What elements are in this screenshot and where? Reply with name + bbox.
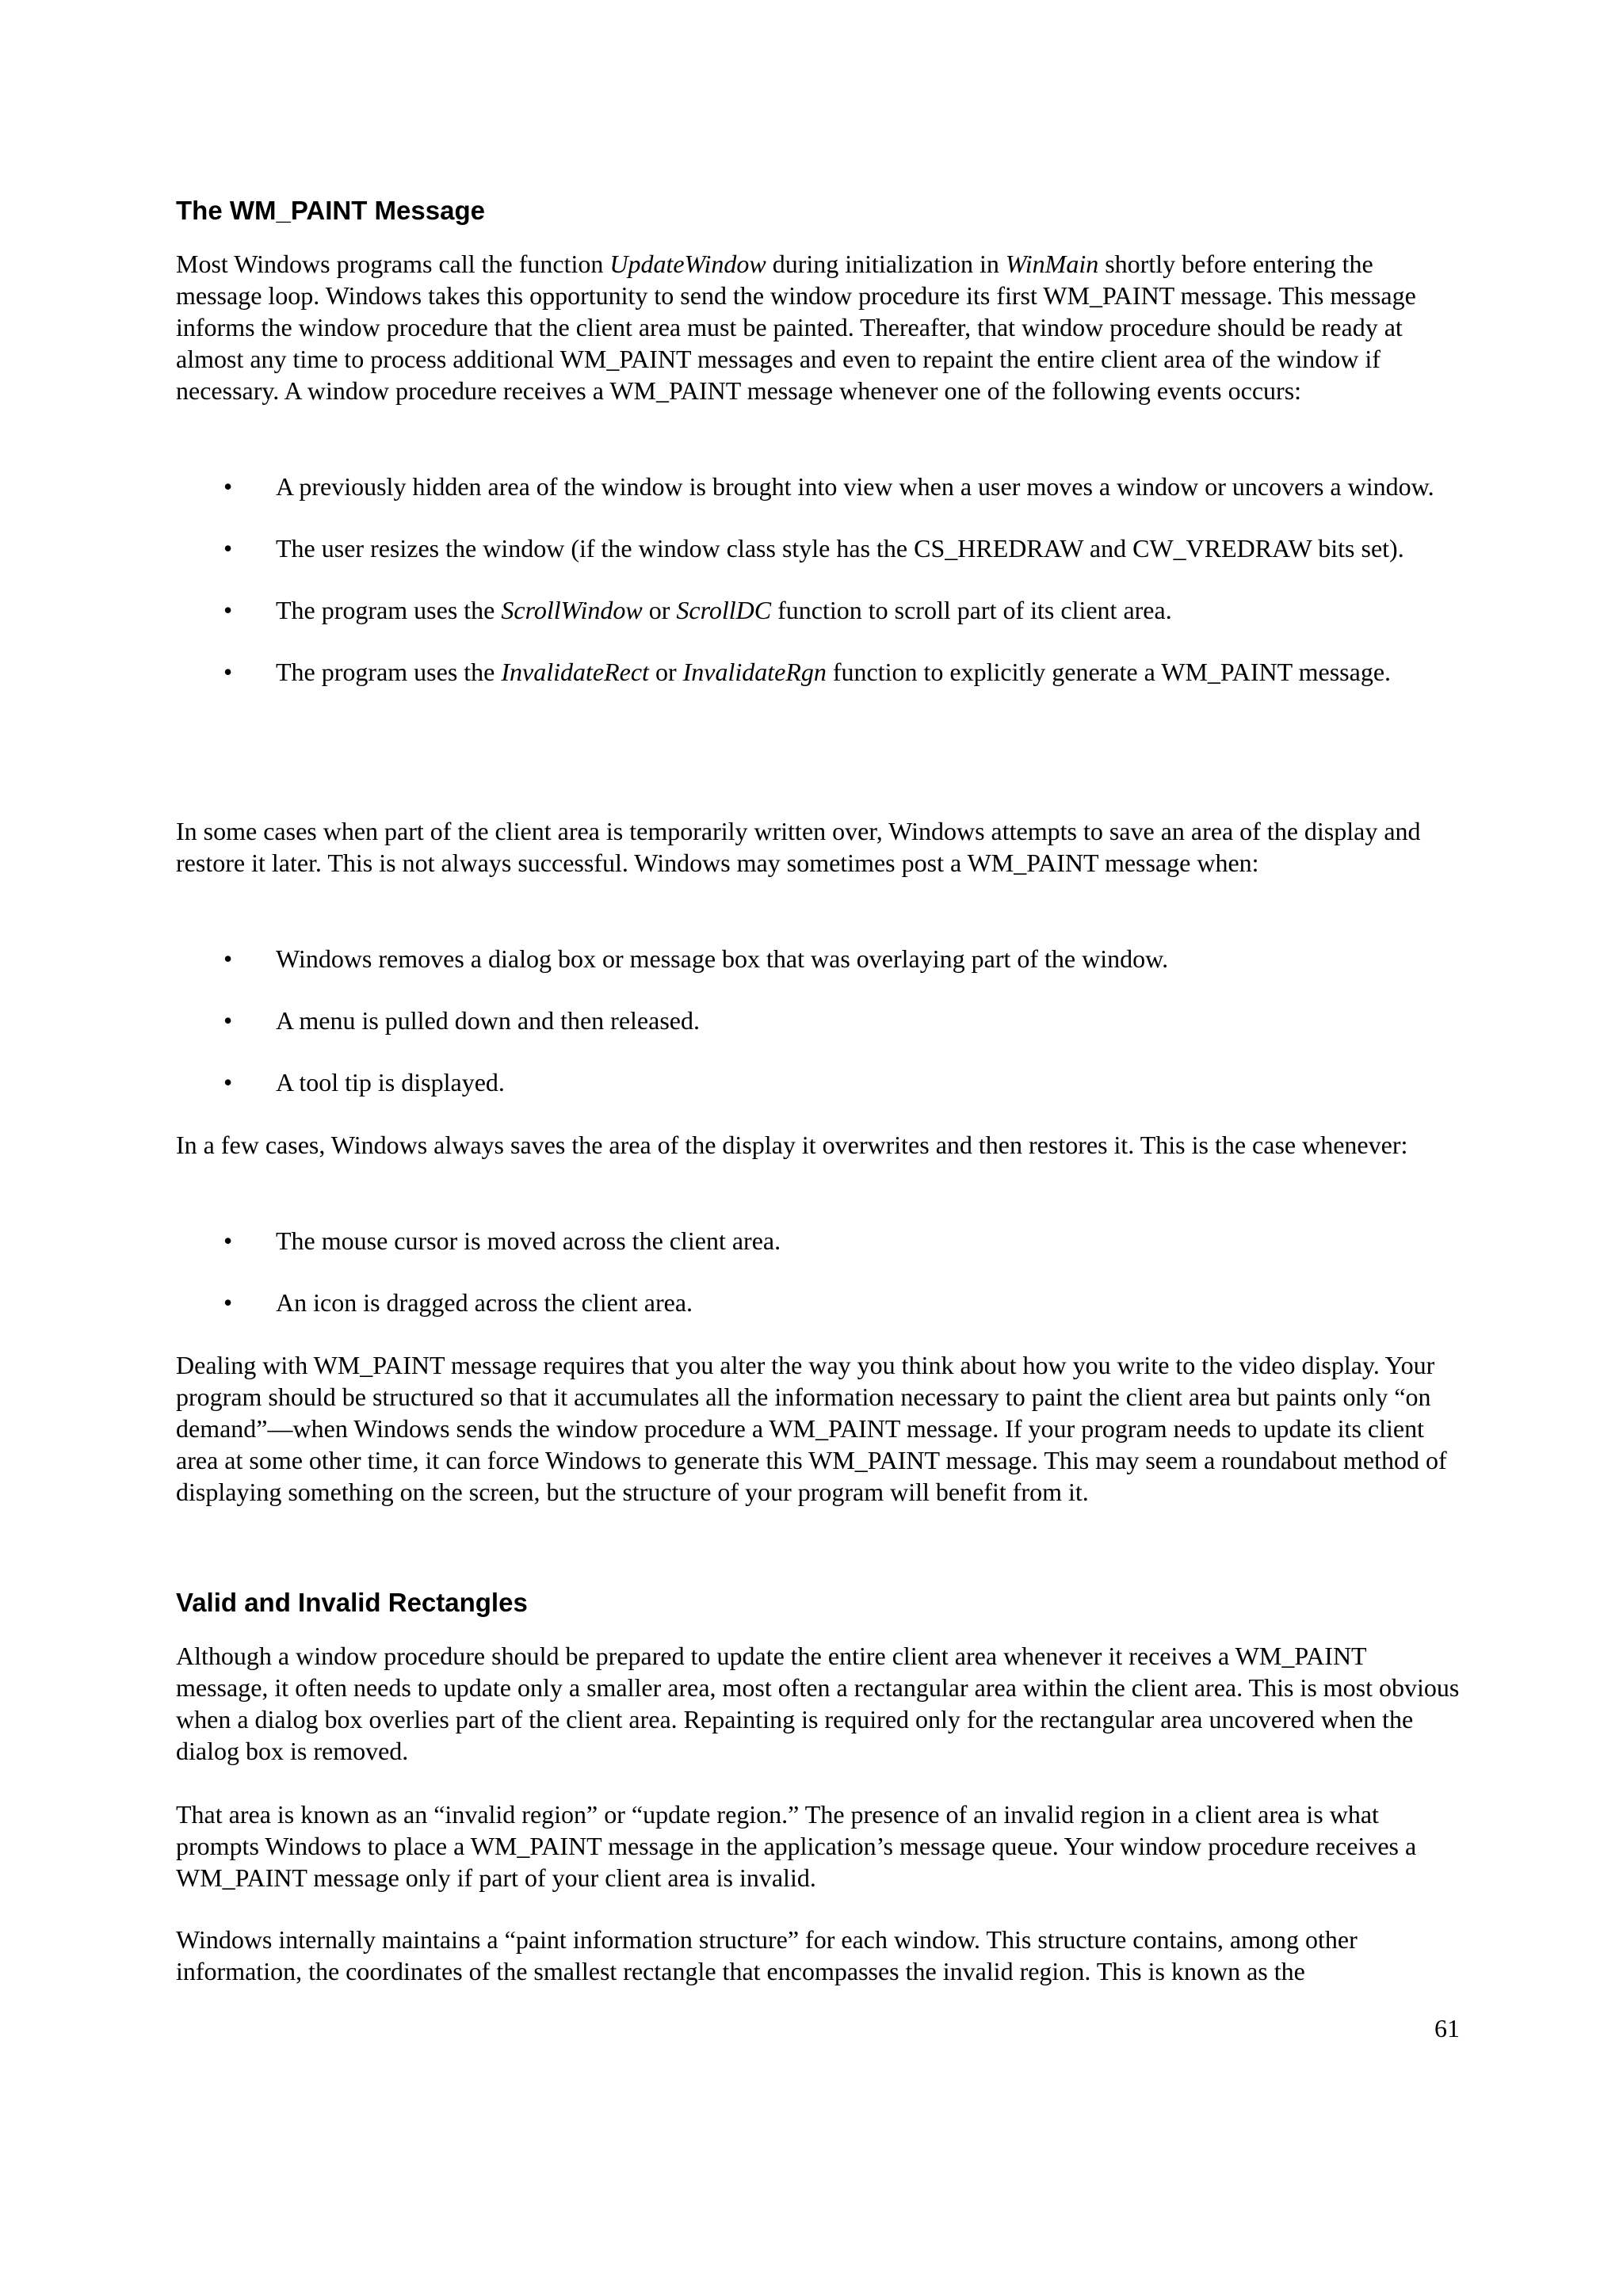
- bullet-icon: •: [223, 596, 233, 624]
- list-item: • An icon is dragged across the client area.: [176, 1286, 1460, 1319]
- list-item: • The mouse cursor is moved across the client area.: [176, 1224, 1460, 1257]
- dealing-paragraph: Dealing with WM_PAINT message requires that you alter the way you think about how you write to the video display. Your program should be structured so that it accumulates all the information necessary to paint the client area but paints only “on demand”—when Windows sends the window procedure a WM_PAINT message. If your program needs to update its client area at some other time, it can force Windows to generate this WM_PAINT message. This may seem a roundabout method of displaying something on the screen, but the structure of your program will benefit from it.: [176, 1351, 1447, 1506]
- bullet-icon: •: [223, 1288, 233, 1317]
- rectangles-paragraph-3: Windows internally maintains a “paint information structure” for each window. This structure contains, among other information, the coordinates of the smallest rectangle that encompasses the invalid region. This is known as the: [176, 1925, 1358, 1985]
- partial-save-paragraph: In some cases when part of the client area is temporarily written over, Windows attempts to save an area of the display and restore it later. This is not always successful. Windows may sometimes post a WM_PAINT message when:: [176, 817, 1421, 877]
- list-item: • The program uses the InvalidateRect or InvalidateRgn function to explicitly generate a WM_PAINT message.: [176, 655, 1460, 688]
- page-number: 61: [1434, 2014, 1460, 2042]
- list-item: • Windows removes a dialog box or message box that was overlaying part of the window.: [176, 942, 1460, 975]
- bullet-icon: •: [223, 1006, 233, 1035]
- bullet-icon: •: [223, 1068, 233, 1097]
- section-title-valid-invalid: Valid and Invalid Rectangles: [176, 1588, 528, 1617]
- bullet-icon: •: [223, 944, 233, 973]
- paint-events-list: [176, 470, 1460, 688]
- rectangles-paragraph-2: That area is known as an “invalid region” or “update region.” The presence of an invalid region in a client area is what prompts Windows to place a WM_PAINT message in the application’s message queue. Your window procedure receives a WM_PAINT message only if part of your client area is invalid.: [176, 1800, 1417, 1892]
- list-item: • A tool tip is displayed.: [176, 1066, 1460, 1099]
- bullet-icon: •: [223, 1226, 233, 1255]
- section-title-wm-paint: The WM_PAINT Message: [176, 196, 485, 225]
- list-item: • The user resizes the window (if the window class style has the CS_HREDRAW and CW_VREDRAW bits set).: [176, 532, 1460, 565]
- post-paint-list: [176, 942, 1460, 1099]
- bullet-icon: •: [223, 658, 233, 686]
- list-item: • The program uses the ScrollWindow or ScrollDC function to scroll part of its client area.: [176, 593, 1460, 627]
- list-item: • A menu is pulled down and then released.: [176, 1004, 1460, 1037]
- intro-paragraph: Most Windows programs call the function UpdateWindow during initialization in WinMain shortly before entering the message loop. Windows takes this opportunity to send the window procedure its first WM_PAINT message. This message informs the window procedure that the client area must be painted. Thereafter, that window procedure should be ready at almost any time to process additional WM_PAINT messages and even to repaint the entire client area of the window if necessary. A window procedure receives a WM_PAINT message whenever one of the following events occurs:: [176, 250, 1416, 405]
- bullet-icon: •: [223, 534, 233, 563]
- saved-cases-list: [176, 1224, 1460, 1319]
- list-item: • A previously hidden area of the window is brought into view when a user moves a window or uncovers a window.: [176, 470, 1460, 503]
- always-saves-paragraph: In a few cases, Windows always saves the area of the display it overwrites and then restores it. This is the case whenever:: [176, 1131, 1408, 1159]
- rectangles-paragraph-1: Although a window procedure should be prepared to update the entire client area whenever it receives a WM_PAINT message, it often needs to update only a smaller area, most often a rectangular area within the client area. This is most obvious when a dialog box overlies part of the client area. Repainting is required only for the rectangular area uncovered when the dialog box is removed.: [176, 1642, 1460, 1765]
- bullet-icon: •: [223, 472, 233, 501]
